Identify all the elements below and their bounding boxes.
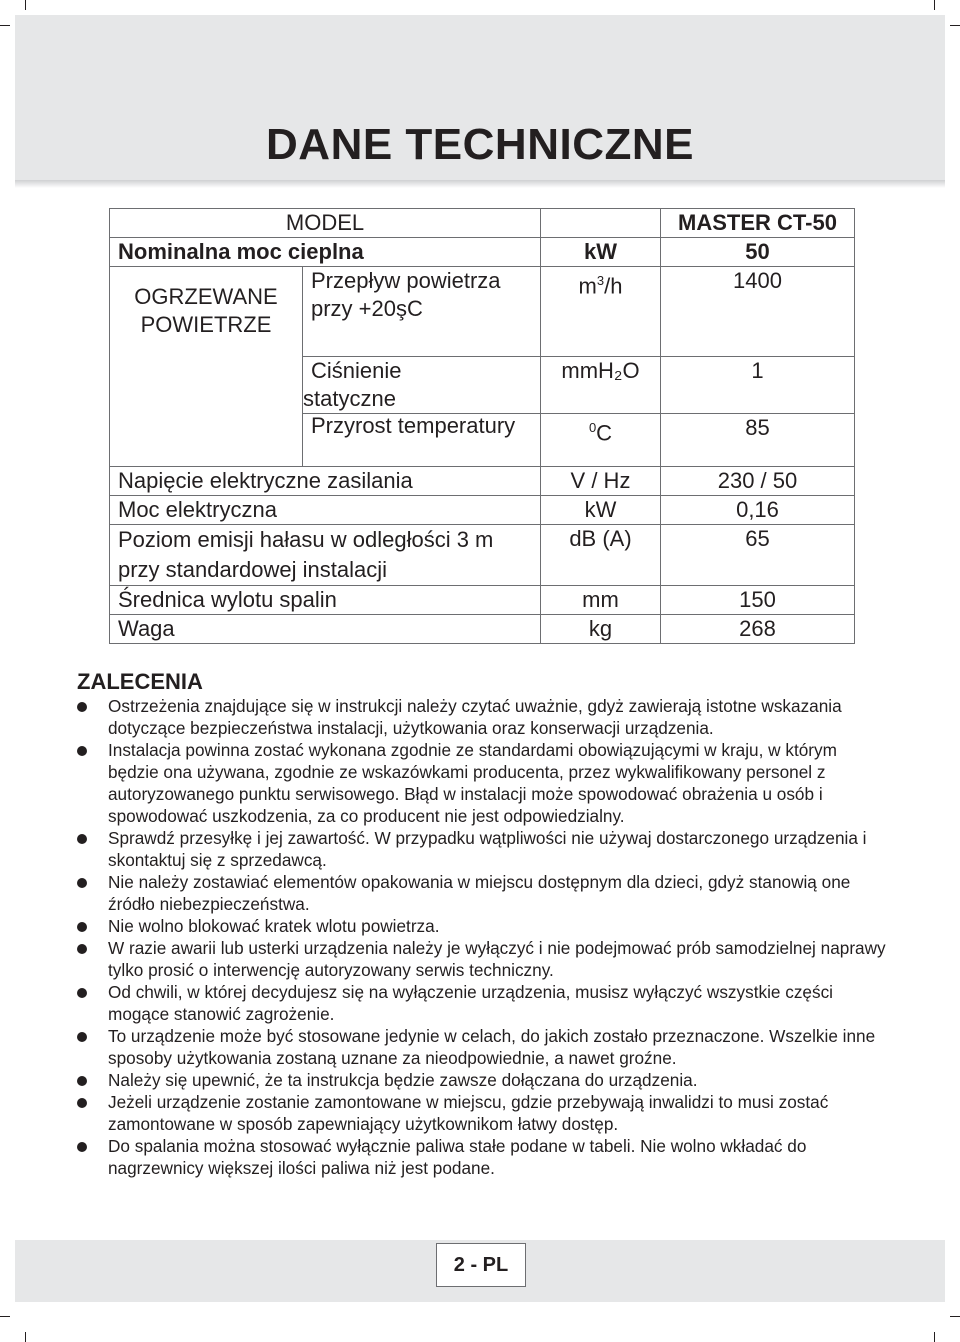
napiecie-value: 230 / 50 <box>661 467 855 496</box>
list-item: W razie awarii lub usterki urządzenia należy je wyłączyć i nie podejmować prób samodzielnej naprawy tylko prosić o interwencję autoryzowany serwis techniczny. <box>77 937 887 981</box>
napiecie-unit: V / Hz <box>541 467 661 496</box>
bullet-icon <box>77 834 87 844</box>
przyrost-value: 85 <box>661 414 855 467</box>
list-item: Ostrzeżenia znajdujące się w instrukcji należy czytać uważnie, gdyż zawierają istotne wskazania dotyczące bezpieczeństwa instalacji, użytkowania oraz konserwacji urządzenia. <box>77 695 887 739</box>
srednica-label: Średnica wylotu spalin <box>110 586 541 615</box>
list-item: Nie wolno blokować kratek wlotu powietrza. <box>77 915 887 937</box>
halas-label: Poziom emisji hałasu w odległości 3 m przy standardowej instalacji <box>110 525 541 586</box>
przeplyw-unit: $m^3/h$ <box>541 267 661 357</box>
moc-el-value: 0,16 <box>661 496 855 525</box>
bullet-icon <box>77 1142 87 1152</box>
section-title: ZALECENIA <box>77 669 203 694</box>
bullet-icon <box>77 702 87 712</box>
bullet-icon <box>77 1098 87 1108</box>
srednica-unit: mm <box>541 586 661 615</box>
moc-value: 50 <box>661 238 855 267</box>
list-item: Należy się upewnić, że ta instrukcja będzie zawsze dołączana do urządzenia. <box>77 1069 887 1091</box>
page-title: DANE TECHNICZNE <box>266 120 694 169</box>
cisnienie-label: Ciśnienie statyczne <box>303 357 541 414</box>
napiecie-label: Napięcie elektryczne zasilania <box>110 467 541 496</box>
bullet-icon <box>77 922 87 932</box>
page-number: 2 - PL <box>436 1243 526 1287</box>
bullet-icon <box>77 988 87 998</box>
crop-mark <box>934 0 935 10</box>
moc-unit: kW <box>541 238 661 267</box>
srednica-value: 150 <box>661 586 855 615</box>
crop-mark <box>934 1332 935 1342</box>
list-item: Jeżeli urządzenie zostanie zamontowane w miejscu, gdzie przebywają inwalidzi to musi zostać zamontowane w sposób zapewniający użytkownikom łatwy dostęp. <box>77 1091 887 1135</box>
table-row <box>110 238 855 267</box>
spec-table <box>109 208 855 644</box>
przyrost-label: Przyrost temperatury <box>303 414 541 467</box>
table-row <box>110 467 855 496</box>
waga-value: 268 <box>661 615 855 644</box>
list-item: Do spalania można stosować wyłącznie paliwa stałe podane w tabeli. Nie wolno wkładać do nagrzewnicy większej ilości paliwa niż jest podane. <box>77 1135 887 1179</box>
list-item: Nie należy zostawiać elementów opakowania w miejscu dostępnym dla dzieci, gdyż stanowią one źródło niebezpieczeństwa. <box>77 871 887 915</box>
model-value: MASTER CT-50 <box>661 209 855 238</box>
recommendations-list <box>77 695 887 1179</box>
halas-unit: dB (A) <box>541 525 661 586</box>
model-label: MODEL <box>110 209 541 238</box>
group-label: OGRZEWANE POWIETRZE <box>110 267 303 467</box>
table-row <box>110 209 855 238</box>
crop-mark <box>25 0 26 10</box>
table-row <box>110 586 855 615</box>
table-row <box>110 615 855 644</box>
table-row <box>110 267 855 357</box>
list-item: To urządzenie może być stosowane jedynie w celach, do jakich zostało przeznaczone. Wszelkie inne sposoby użytkowania zostaną uznane za nieodpowiednie, a nawet groźne. <box>77 1025 887 1069</box>
przyrost-unit: $^0$C <box>541 414 661 467</box>
list-item: Od chwili, w której decydujesz się na wyłączenie urządzenia, musisz wyłączyć wszystkie części mogące stanowić zagrożenie. <box>77 981 887 1025</box>
moc-el-label: Moc elektryczna <box>110 496 541 525</box>
bullet-icon <box>77 878 87 888</box>
przeplyw-label: Przepływ powietrza przy +20şC <box>303 267 541 357</box>
waga-unit: kg <box>541 615 661 644</box>
model-unit-cell <box>541 209 661 238</box>
crop-mark <box>0 25 10 26</box>
waga-label: Waga <box>110 615 541 644</box>
crop-mark <box>25 1332 26 1342</box>
crop-mark <box>950 1316 960 1317</box>
bullet-icon <box>77 1076 87 1086</box>
crop-mark <box>0 1316 10 1317</box>
halas-value: 65 <box>661 525 855 586</box>
bullet-icon <box>77 746 87 756</box>
crop-mark <box>950 25 960 26</box>
list-item: Instalacja powinna zostać wykonana zgodnie ze standardami obowiązującymi w kraju, w którym będzie ona używana, zgodnie ze wskazówkami producenta, przez wykwalifikowany personel z autoryzowanego punktu serwisowego. Błąd w instalacji może spowodować obrażenia u osób i spowodować uszkodzenia, za co producent nie jest odpowiedzialny. <box>77 739 887 827</box>
bullet-icon <box>77 1032 87 1042</box>
table-row <box>110 496 855 525</box>
bullet-icon <box>77 944 87 954</box>
moc-label: Nominalna moc cieplna <box>110 238 541 267</box>
cisnienie-value: 1 <box>661 357 855 414</box>
przeplyw-value: 1400 <box>661 267 855 357</box>
list-item: Sprawdź przesyłkę i jej zawartość. W przypadku wątpliwości nie używaj dostarczonego urządzenia i skontaktuj się z sprzedawcą. <box>77 827 887 871</box>
cisnienie-unit: mmH₂O <box>541 357 661 414</box>
header-shadow <box>15 180 945 188</box>
moc-el-unit: kW <box>541 496 661 525</box>
table-row <box>110 525 855 586</box>
